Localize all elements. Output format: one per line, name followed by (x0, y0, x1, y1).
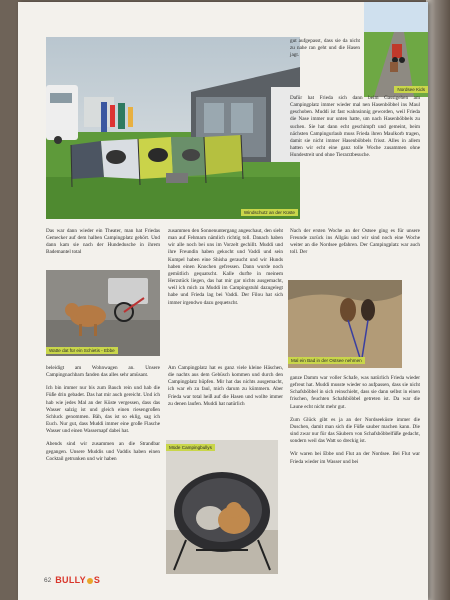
caption-ostsee: Mal ein Bad in der Ostsee nehmen (288, 357, 365, 364)
logo-suffix: S (93, 575, 101, 585)
paragraph: Abends sind wir zusammen an die Strandbar gegangen. Unsere Muddis und Vaddis haben einen Cocktail getrunken und wir haben (46, 441, 160, 462)
text-column-right (290, 228, 420, 263)
dog-bike-trailer-photo (46, 270, 160, 356)
logo-text: BULLY (55, 575, 86, 585)
paragraph: Zum Glück gibt es ja an der Nordseeküste immer die Duschen, damit man sich die Füße sauber machen kann. Die sind zwar nur für das Säubern von Schafsböbbelfüße gedacht, sondern weil das Watt so dreckig ist. (290, 416, 420, 445)
text-column-right-bottom (290, 375, 420, 472)
text-column-left (46, 228, 160, 263)
paragraph: Am Campingplatz hat es ganz viele kleine Häschen, die nachts aus dem Gebüsch kommen und durch den Campingplatz hüpfen. Mir hat das nichts ausgemacht, ich war eh zu faul, mich darum zu kümmern. Aber Frieda war total heiß auf die Hasen und wollte immer zu denen laufen. Muddi hat natürlich (168, 365, 283, 407)
magazine-logo (55, 575, 100, 585)
magazine-page (18, 2, 428, 600)
text-column-middle (168, 228, 283, 313)
caption-nordsee-kids: Nordsee Kids (394, 86, 428, 93)
text-column-middle-bottom (168, 365, 283, 414)
paragraph: Dafür hat Frieda sich dann beim Gassigehen am Campingplatz immer wieder mal nen Hasenböbbel ins Maul geschoben. Muddi ist fast wahnsinnig geworden, weil Frieda die Nase immer nur unten hatte, um nach Hasenböbbels zu suchen. Sie hat dann echt geschimpft und gemeint, beim nächsten Campingurlaub muss Frieda ihren Maulkorb tragen, damit sie nicht immer Hasenböbbels frisst. Alles in allem hatten wir echt eine ganz tolle Woche zusammen ohne Hundestreit und ohne Tierarztbesuche. (290, 95, 420, 159)
page-footer (44, 575, 100, 585)
paragraph: beleidigt am Wohnwagen an. Unsere Campingnachbarn fanden das alles sehr amüsant. (46, 365, 160, 379)
ostsee-dogs-photo (288, 280, 402, 368)
paragraph: Ich bin immer nur bis zum Bauch rein und hab die Füße drin gebadet. Das hat mir auch gereicht. Und ich hab wie jedes Mal an der Küste vergessen, dass das Wasser salzig ist und gleich einen riesengroßen Schluck genommen. Bäh, das ist so eklig, sag ich Euch. Nur gut, dass Muddi immer eine große Flasche Wasser und einen Wassernapf dabei hat. (46, 385, 160, 435)
paragraph: Nach der ersten Woche an der Ostsee ging es für unsere Freunde zurück ins Allgäu und wir sind noch eine Woche weiter an die Nordsee gefahren. Der Campingplatz war auch toll. Der (290, 228, 420, 256)
page-number: 62 (44, 576, 52, 584)
next-page-edge (426, 0, 450, 600)
paragraph: Das war dann wieder ein Theater, man hat Friedas Gemecker auf dem halben Campingplatz gehört. Und dann kam sie nach der Hundedusche in ihrem Bademantel total (46, 228, 160, 256)
paragraph: Wir waren bei Ebbe und Flut an der Nordsee. Bei Flut war Frieda wieder im Wasser und bei (290, 451, 420, 465)
caption-windschutz: Windschutz an der Küste (241, 209, 298, 216)
windbreak-photo (46, 37, 300, 219)
paragraph: ganze Damm war voller Schafe, was natürlich Frieda wieder gefreut hat. Muddi musste wieder so aufpassen, dass sie nicht Schafsböbbel in sich reinschiebt, dass sie dann selbst in einen frischen, feuchten Schafsböbbel getreten ist. Da war die Laune echt nicht mehr gut. (290, 375, 420, 410)
paragraph: gut aufgepasst, dass sie da nicht zu nahe ran geht und die Hasen jagt. (290, 38, 360, 59)
paragraph: zusammen den Sonnenuntergang angeschaut, den sieht man auf Fehmarn nämlich richtig toll. Danach haben wir alle noch bei uns im Vorzelt gechillt. Muddi und ihre Freundin haben gekocht und Vaddi und sein Kumpel haben eine Shisha geraucht und wir Hunds haben einen Knochen gefressen. Dann wurde noch gemütlich gequatscht. Kalle durfte in meinem Herzstück liegen, das hat mir gar nichts ausgemacht, weil ich mich zu Muddi im Campingstuhl dazugelegt habe und Frieda lag bei Vaddi. Der Filou hat sich immer irgendwo dazu gequetscht. (168, 228, 283, 306)
text-column-top-right (290, 38, 360, 65)
caption-campingbullys: Müde Campingbullys (166, 444, 215, 451)
paw-icon (87, 578, 93, 584)
camping-chair-dogs-photo (166, 440, 278, 574)
caption-watte: Watte dat für ein Schietis - Ebbe (46, 347, 118, 354)
text-column-right-upper (290, 95, 420, 165)
text-column-left-bottom (46, 365, 160, 469)
nordsee-kids-photo (364, 2, 428, 97)
